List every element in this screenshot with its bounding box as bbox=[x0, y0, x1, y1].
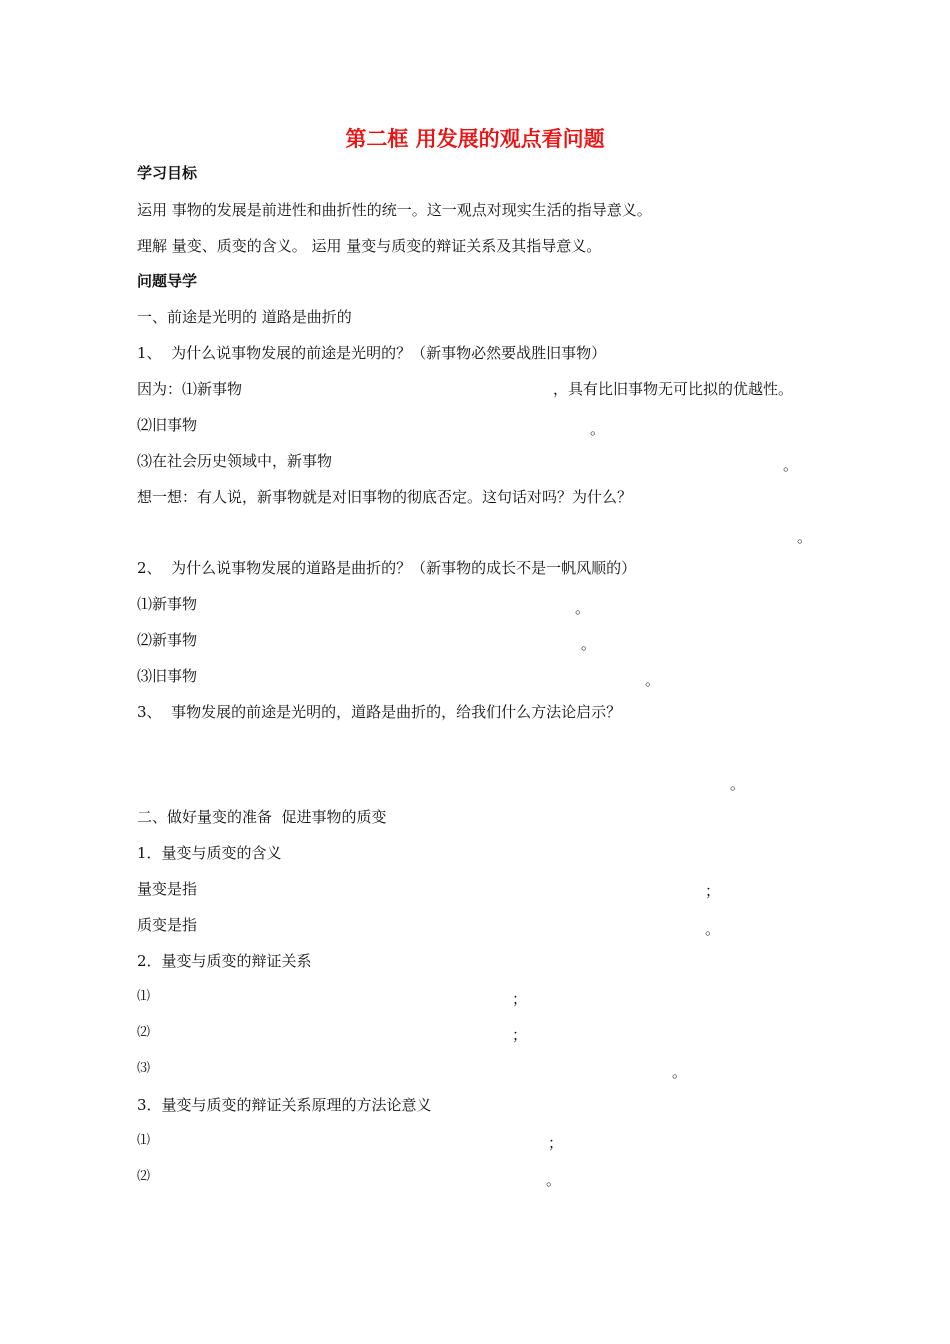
answer-1-1-label: 因为：⑴新事物 bbox=[137, 380, 243, 398]
method-item-2-period: 。 bbox=[546, 1171, 562, 1189]
relation-item-2-semicolon: ； bbox=[512, 1026, 528, 1044]
question-3: 3、 事物发展的前途是光明的，道路是曲折的，给我们什么方法论启示？ bbox=[137, 703, 622, 721]
relation-item-3-period: 。 bbox=[672, 1063, 688, 1081]
method-item-1-label: ⑴ bbox=[137, 1133, 151, 1148]
answer-1-3-label: ⑶在社会历史领域中，新事物 bbox=[137, 452, 333, 470]
guide-heading: 问题导学 bbox=[137, 272, 198, 290]
relation-item-2-label: ⑵ bbox=[137, 1025, 151, 1040]
answer-1-3-period: 。 bbox=[783, 456, 799, 474]
goals-heading: 学习目标 bbox=[137, 164, 198, 182]
answer-2-3-label: ⑶旧事物 bbox=[137, 667, 198, 685]
answer-2-3-period: 。 bbox=[645, 671, 661, 689]
section-1-heading: 一、前途是光明的 道路是曲折的 bbox=[137, 308, 352, 326]
qualitative-change-label: 质变是指 bbox=[137, 916, 198, 934]
answer-1-2-label: ⑵旧事物 bbox=[137, 416, 198, 434]
answer-2-1-label: ⑴新事物 bbox=[137, 595, 198, 613]
qualitative-change-period: 。 bbox=[705, 920, 721, 938]
question-2: 2、 为什么说事物发展的道路是曲折的？（新事物的成长不是一帆风顺的） bbox=[137, 559, 637, 577]
goal-line-1: 运用 事物的发展是前进性和曲折性的统一。这一观点对现实生活的指导意义。 bbox=[137, 201, 652, 219]
relation-item-1-semicolon: ； bbox=[512, 990, 528, 1008]
relation-item-1-label: ⑴ bbox=[137, 989, 151, 1004]
answer-1-1-tail: ，具有比旧事物无可比拟的优越性。 bbox=[553, 380, 794, 398]
answer-2-1-period: 。 bbox=[575, 599, 591, 617]
quantitative-change-label: 量变是指 bbox=[137, 880, 198, 898]
answer-2-2-period: 。 bbox=[581, 635, 597, 653]
think-answer-period: 。 bbox=[797, 528, 813, 546]
question-1: 1、 为什么说事物发展的前途是光明的？（新事物必然要战胜旧事物） bbox=[137, 344, 607, 362]
think-prompt: 想一想：有人说，新事物就是对旧事物的彻底否定。这句话对吗？为什么？ bbox=[137, 488, 633, 506]
subsection-3-heading: 3．量变与质变的辩证关系原理的方法论意义 bbox=[137, 1096, 432, 1114]
answer-3-period: 。 bbox=[730, 775, 746, 793]
answer-1-2-period: 。 bbox=[590, 420, 606, 438]
method-item-1-semicolon: ； bbox=[548, 1134, 564, 1152]
relation-item-3-label: ⑶ bbox=[137, 1061, 151, 1076]
section-2-heading: 二、做好量变的准备 促进事物的质变 bbox=[137, 808, 387, 826]
quantitative-change-semicolon: ； bbox=[705, 882, 721, 900]
page-title: 第二框 用发展的观点看问题 bbox=[345, 127, 605, 151]
answer-2-2-label: ⑵新事物 bbox=[137, 631, 198, 649]
method-item-2-label: ⑵ bbox=[137, 1169, 151, 1184]
goal-line-2: 理解 量变、质变的含义。 运用 量变与质变的辩证关系及其指导意义。 bbox=[137, 237, 602, 255]
subsection-2-heading: 2．量变与质变的辩证关系 bbox=[137, 952, 312, 970]
subsection-1-heading: 1．量变与质变的含义 bbox=[137, 844, 282, 862]
